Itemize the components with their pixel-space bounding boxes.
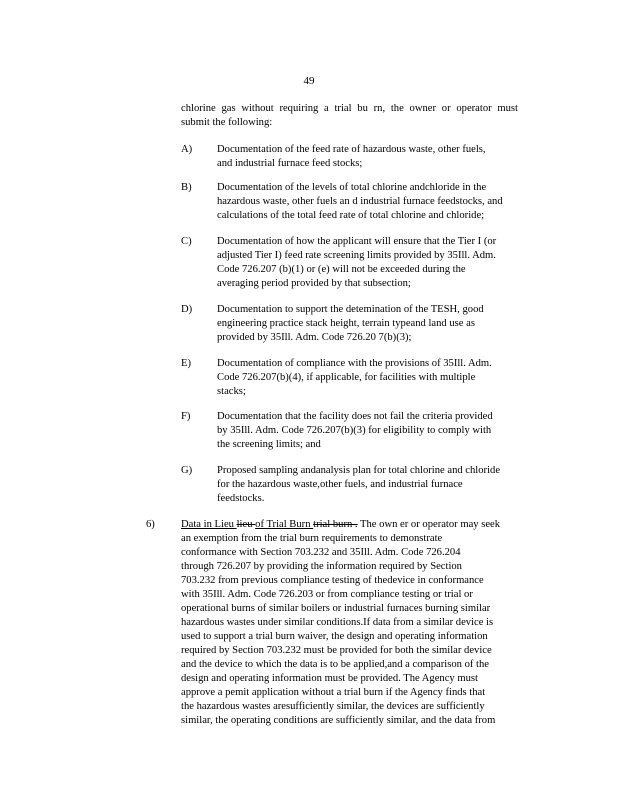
section-6-number: 6) xyxy=(146,519,155,530)
section-6-line: approve a pemit application without a trial burn if the Agency finds that xyxy=(181,687,486,698)
list-item-line: Documentation to support the detemination of the TESH, good xyxy=(217,304,484,315)
section-6-line: design and operating information must be provided. The Agency must xyxy=(181,673,478,684)
list-item-text xyxy=(217,303,522,345)
list-item-line: Documentation of the levels of total chlorine andchloride in the xyxy=(217,182,487,193)
section-6-line: used to support a trial burn waiver, the design and operating information xyxy=(181,631,488,642)
list-item-letter: D) xyxy=(181,304,193,315)
list-item-line: stacks; xyxy=(217,386,246,397)
list-item-line: for the hazardous waste,other fuels, and industrial furnace xyxy=(217,479,463,490)
heading-part-2: of Trial Burn xyxy=(255,519,314,530)
list-item-text xyxy=(217,181,522,223)
list-item-text xyxy=(217,464,522,506)
list-item-letter: A) xyxy=(181,144,193,155)
list-item-line: Proposed sampling andanalysis plan for total chlorine and chloride xyxy=(217,465,501,476)
section-6-lines xyxy=(181,532,520,728)
list-item-text xyxy=(217,143,522,171)
heading-rest: The own er or operator may seek xyxy=(357,519,501,530)
list-item-line: engineering practice stack height, terrain typeand land use as xyxy=(217,318,475,329)
section-6-line: similar, the operating conditions are sufficiently similar, and the data from xyxy=(181,715,496,726)
list-item-text xyxy=(217,410,522,452)
heading-strike-2: trial burn . xyxy=(313,519,358,530)
section-6-line: the hazardous wastes aresufficiently similar, the devices are sufficiently xyxy=(181,701,485,712)
list-item-letter: E) xyxy=(181,358,191,369)
list-item-line: by 35Ill. Adm. Code 726.207(b)(3) for eligibility to comply with xyxy=(217,425,492,436)
list-item-letter: B) xyxy=(181,182,192,193)
list-item-line: feedstocks. xyxy=(217,493,265,504)
list-item-line: and industrial furnace feed stocks; xyxy=(217,158,363,169)
intro-line-1: chlorine gas without requiring a trial bu rn, the owner or operator must xyxy=(181,103,518,114)
list-item-line: Code 726.207 (b)(1) or (e) will not be exceeded during the xyxy=(217,264,466,275)
list-item-line: averaging period provided by that subsection; xyxy=(217,278,411,289)
list-item-line: Documentation of how the applicant will ensure that the Tier I (or xyxy=(217,236,497,247)
list-item-line: provided by 35Ill. Adm. Code 726.20 7(b)(3); xyxy=(217,332,412,343)
list-item-text xyxy=(217,235,522,291)
section-6-line: an exemption from the trial burn requirements to demonstrate xyxy=(181,533,443,544)
intro-line-2: submit the following: xyxy=(181,117,273,128)
section-6-line: operational burns of similar boilers or industrial furnaces burning similar xyxy=(181,603,491,614)
section-6-line: 703.232 from previous compliance testing of thedevice in conformance xyxy=(181,575,484,586)
section-6-heading-line xyxy=(181,518,520,532)
section-6-line: and the device to which the data is to be applied,and a comparison of the xyxy=(181,659,489,670)
list-item-line: Documentation of the feed rate of hazardous waste, other fuels, xyxy=(217,144,486,155)
list-item-line: Code 726.207(b)(4), if applicable, for facilities with multiple xyxy=(217,372,476,383)
section-6-line: with 35Ill. Adm. Code 726.203 or from compliance testing or trial or xyxy=(181,589,473,600)
list-item-text xyxy=(217,357,522,399)
list-item-line: Documentation that the facility does not fail the criteria provided xyxy=(217,411,493,422)
list-item-line: adjusted Tier I) feed rate screening limits provided by 35Ill. Adm. xyxy=(217,250,496,261)
list-item-letter: G) xyxy=(181,465,193,476)
list-item-line: the screening limits; and xyxy=(217,439,321,450)
list-item-line: hazardous waste, other fuels an d industrial furnace feedstocks, and xyxy=(217,196,503,207)
section-6-line: conformance with Section 703.232 and 35Ill. Adm. Code 726.204 xyxy=(181,547,461,558)
section-6-line: required by Section 703.232 must be provided for both the similar device xyxy=(181,645,492,656)
page-number: 49 xyxy=(303,75,315,87)
section-6-line: hazardous wastes under similar conditions.If data from a similar device is xyxy=(181,617,494,628)
heading-strike-1: lieu xyxy=(236,519,256,530)
section-6-body xyxy=(181,518,520,728)
heading-part-1: Data in Lieu xyxy=(181,519,237,530)
list-item-letter: F) xyxy=(181,411,191,422)
list-item-line: calculations of the total feed rate of total chlorine and chloride; xyxy=(217,210,485,221)
section-6-line: through 726.207 by providing the information required by Section xyxy=(181,561,462,572)
list-item-line: Documentation of compliance with the provisions of 35Ill. Adm. xyxy=(217,358,492,369)
list-item-letter: C) xyxy=(181,236,192,247)
